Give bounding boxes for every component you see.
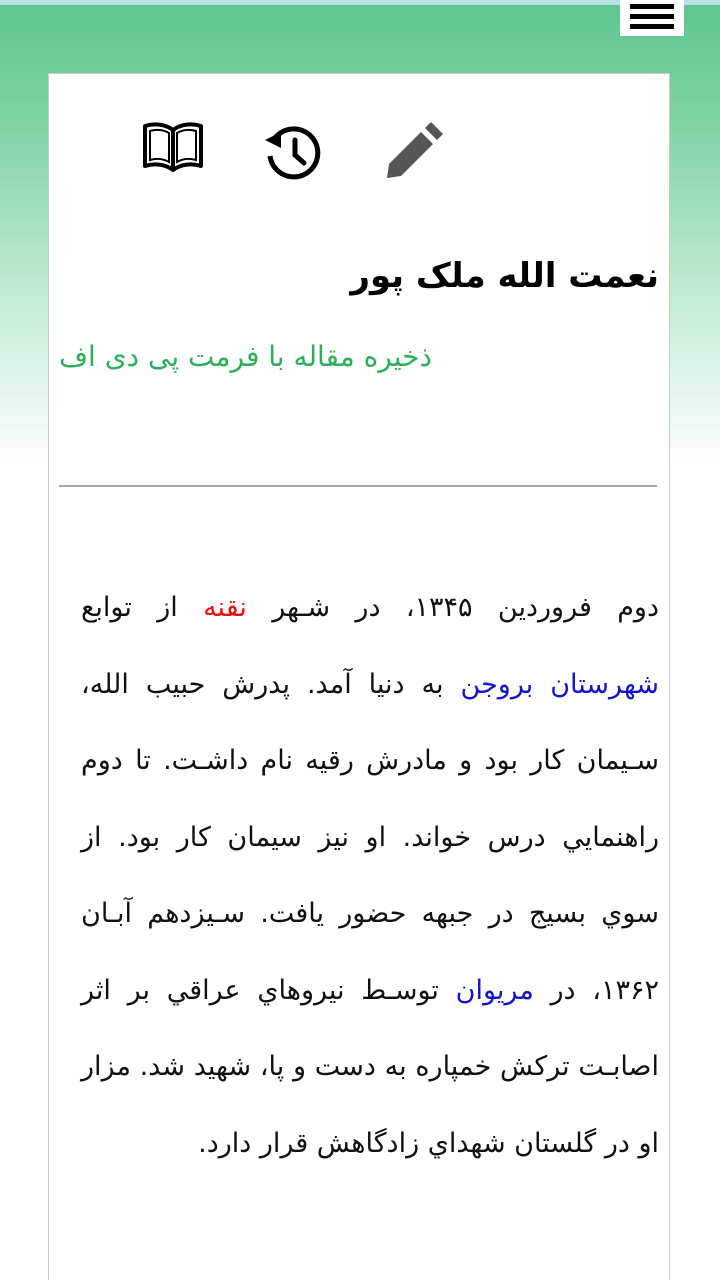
hamburger-menu-icon-bar: [630, 4, 674, 9]
link-borujen[interactable]: شهرستان بروجن: [460, 668, 659, 700]
link-marivan[interactable]: مريوان: [455, 974, 534, 1006]
divider: [59, 485, 657, 487]
body-text: به دنيا آمد. پدرش حبيب الله، سـيمان كار بود و مادرش رقيه نام داشـت. تا دوم راهنمايي درس خواند. او نيز سيمان كار بود. از سوي بسيج در جبهه حضور يافت. سـيزدهم آبـان ۱۳۶۲، در: [81, 668, 659, 1006]
edit-pencil-icon[interactable]: [381, 120, 445, 184]
hamburger-menu-icon-bar: [630, 24, 674, 29]
link-naghneh[interactable]: نقنه: [203, 592, 247, 623]
body-text: دوم فروردين ۱۳۴۵، در شـهر: [246, 592, 659, 623]
book-icon[interactable]: [141, 116, 205, 180]
history-icon[interactable]: [261, 120, 325, 184]
top-edge-line: [0, 0, 720, 5]
hamburger-menu-icon-bar: [630, 14, 674, 19]
article-paragraph: [81, 570, 659, 1182]
save-as-pdf-link[interactable]: ذخيره مقاله با فرمت پی دی اف: [59, 340, 432, 373]
body-text: از توابع: [81, 592, 204, 623]
page-title: نعمت الله ملک پور: [350, 256, 659, 296]
menu-button[interactable]: [620, 0, 684, 36]
article-card: [48, 73, 670, 1280]
body-text: توسـط نيروهاي عراقي بر اثر اصابـت تركش خمپاره به دست و پا، شهيد شد. مزار او در گلستان شهداي زادگاهش قرار دارد.: [81, 974, 659, 1159]
